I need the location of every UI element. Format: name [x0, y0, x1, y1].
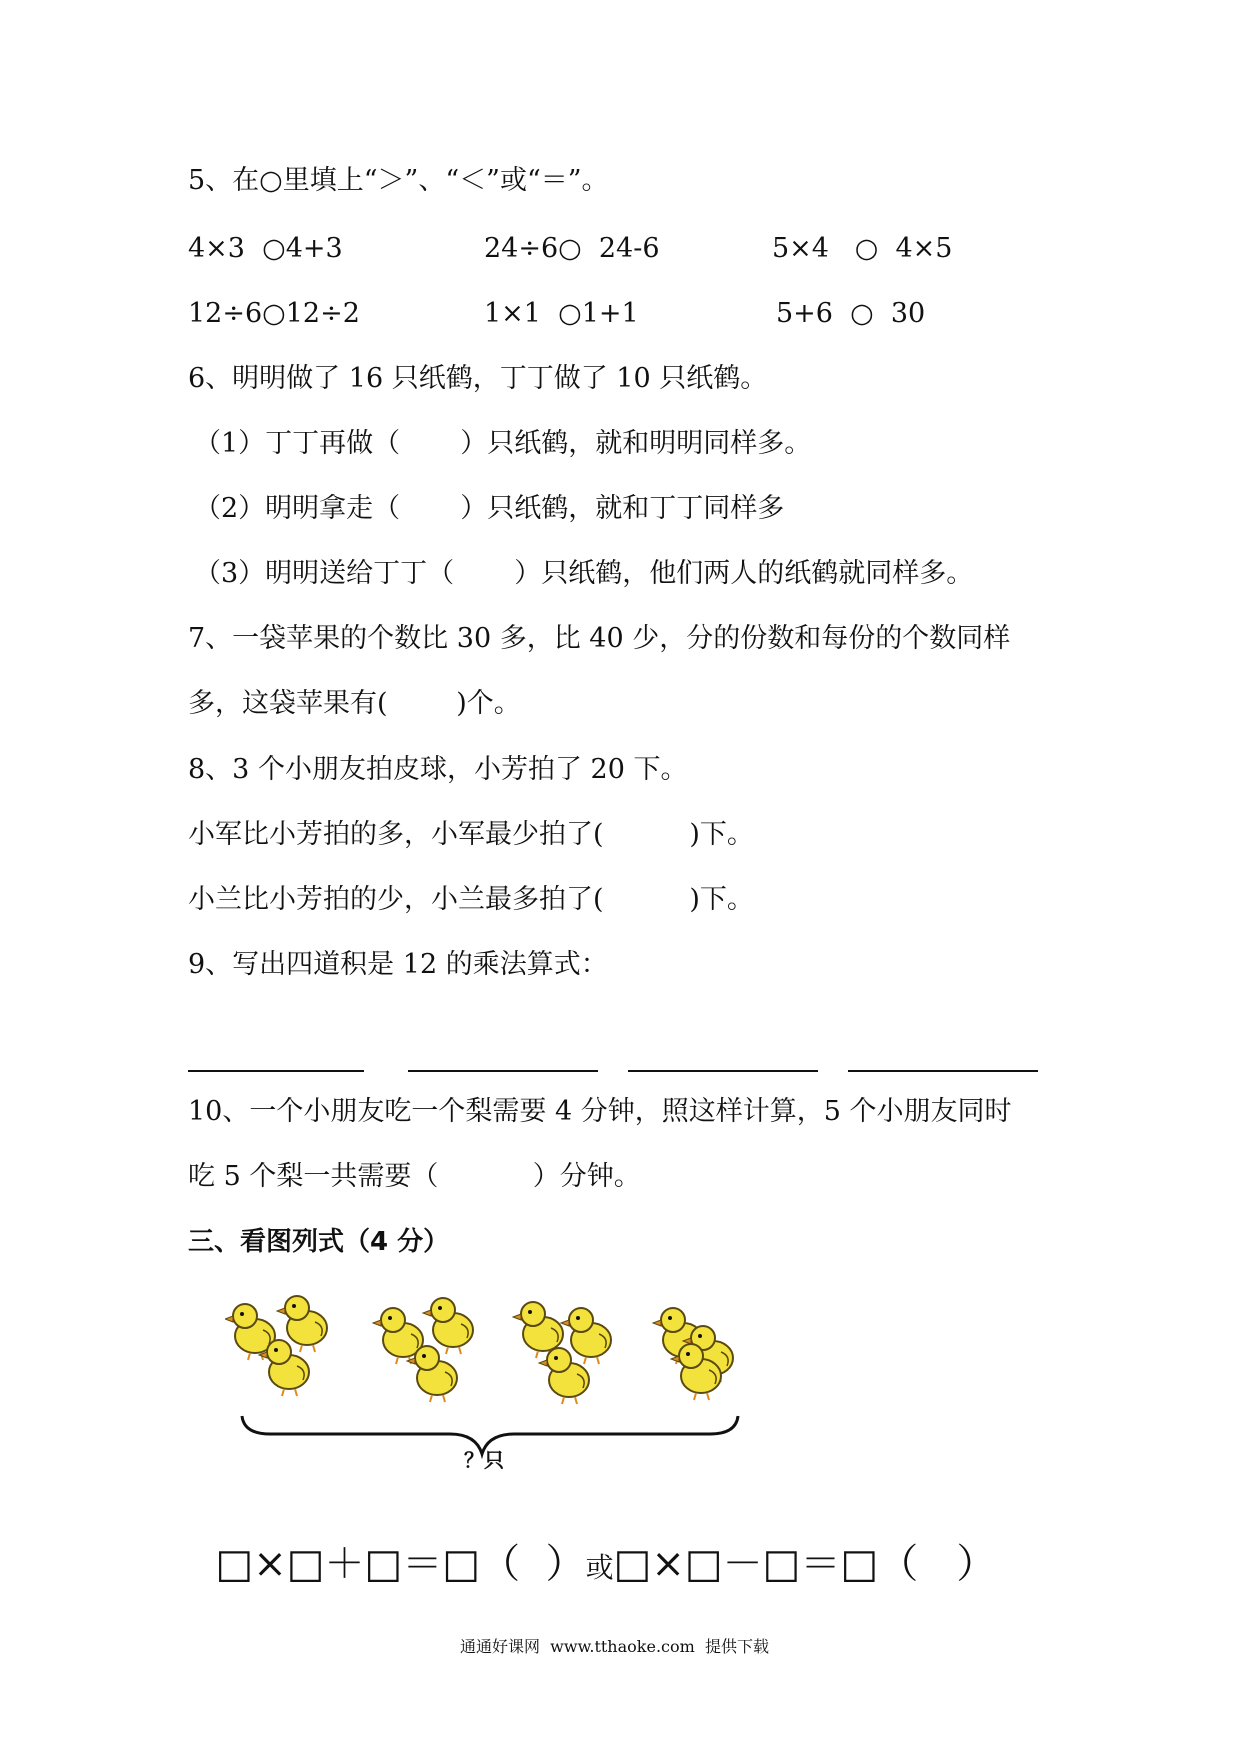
footer-credit: 通通好课网 www.tthaoke.com 提供下载	[460, 1637, 769, 1656]
q5-row1-item1: 4×3 ○4+3	[188, 233, 343, 264]
chick-groups-illustration	[225, 1290, 745, 1410]
q10-line2: 吃 5 个梨一共需要（ ）分钟。	[188, 1161, 641, 1192]
q7-line2: 多，这袋苹果有( )个。	[188, 688, 521, 719]
q9-answer-blank-1[interactable]	[188, 1070, 364, 1072]
q8-title: 8、3 个小朋友拍皮球，小芳拍了 20 下。	[188, 754, 688, 785]
q10-line1: 10、一个小朋友吃一个梨需要 4 分钟，照这样计算，5 个小朋友同时	[188, 1096, 1012, 1127]
chick-group-1	[225, 1296, 327, 1396]
q5-row1-item2: 24÷6○ 24-6	[484, 233, 660, 264]
q9-answer-blank-3[interactable]	[628, 1070, 818, 1072]
chick-group-3	[513, 1302, 611, 1404]
q7-line1: 7、一袋苹果的个数比 30 多，比 40 少，分的份数和每份的个数同样	[188, 623, 1011, 654]
q6-title: 6、明明做了 16 只纸鹤，丁丁做了 10 只纸鹤。	[188, 363, 768, 394]
chick-group-2	[373, 1298, 473, 1402]
q9-answer-blank-2[interactable]	[408, 1070, 598, 1072]
equation-left[interactable]: □×□＋□＝□（ ）	[215, 1541, 586, 1587]
q8-line2: 小兰比小芳拍的少，小兰最多拍了( )下。	[188, 884, 754, 915]
or-label: 或	[585, 1551, 614, 1584]
q5-row2-item1: 12÷6○12÷2	[188, 298, 360, 329]
q5-title: 5、在○里填上“＞”、“＜”或“＝”。	[188, 165, 609, 196]
q5-row2-item3: 5+6 ○ 30	[776, 298, 926, 329]
q6-sub1: （1）丁丁再做（ ）只纸鹤，就和明明同样多。	[194, 428, 812, 459]
q6-sub2: （2）明明拿走（ ）只纸鹤，就和丁丁同样多	[194, 493, 785, 524]
q9-answer-blank-4[interactable]	[848, 1070, 1038, 1072]
q6-sub3: （3）明明送给丁丁（ ）只纸鹤，他们两人的纸鹤就同样多。	[194, 558, 974, 589]
equation-row	[190, 1486, 996, 1594]
q5-row1-item3: 5×4 ○ 4×5	[772, 233, 953, 264]
q9-title: 9、写出四道积是 12 的乘法算式：	[188, 949, 608, 980]
chick-group-4	[653, 1308, 733, 1400]
q8-line1: 小军比小芳拍的多，小军最少拍了( )下。	[188, 819, 754, 850]
q5-row2-item2: 1×1 ○1+1	[484, 298, 639, 329]
question-quantity-label: ？只	[464, 1448, 504, 1472]
equation-right[interactable]: □×□－□＝□（ ）	[613, 1541, 997, 1587]
section-3-heading: 三、看图列式（4 分）	[188, 1227, 450, 1257]
